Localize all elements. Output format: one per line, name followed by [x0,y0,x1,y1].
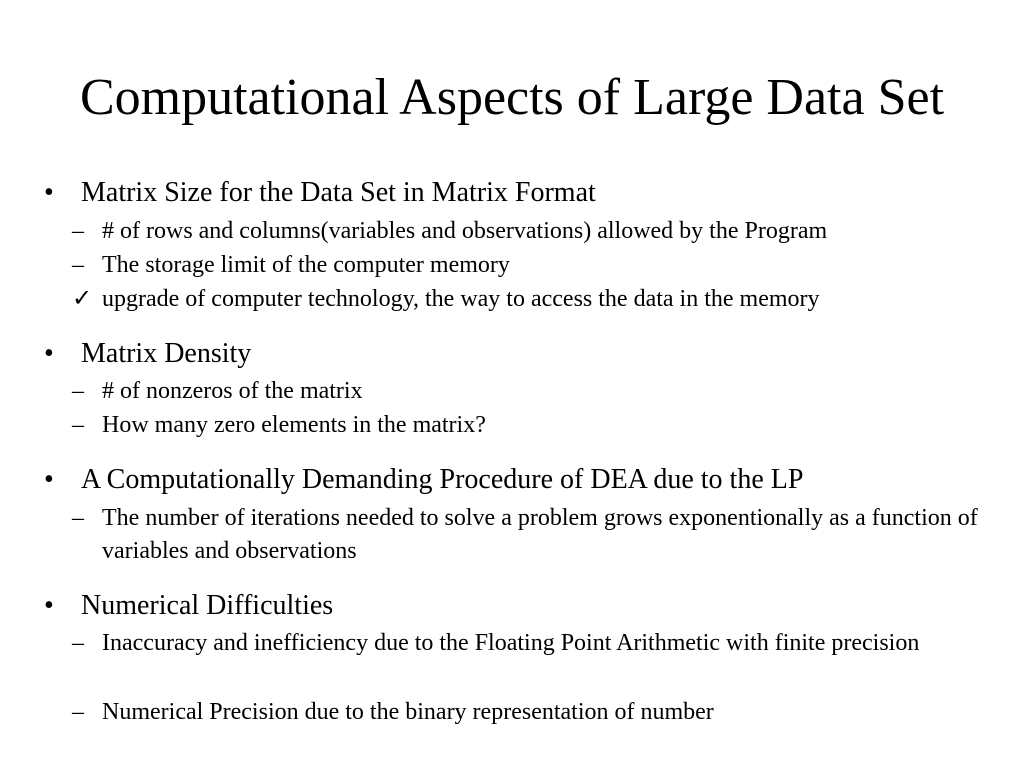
bullet-text: A Computationally Demanding Procedure of DEA due to the LP [81,464,804,495]
sub-bullet-text: upgrade of computer technology, the way to access the data in the memory [102,286,820,312]
sub-bullet-text: # of nonzeros of the matrix [102,378,363,404]
sub-bullet-text: How many zero elements in the matrix? [102,412,486,438]
bullet-icon: • [44,177,54,208]
checkmark-icon: ✓ [72,286,93,312]
bullet-icon: • [44,590,54,621]
bullet-icon: • [44,338,54,369]
dash-icon: – [72,412,84,438]
bullet-icon: • [44,464,54,495]
sub-bullet-text: Numerical Precision due to the binary representation of number [102,699,714,725]
dash-icon: – [72,630,84,656]
dash-icon: – [72,699,84,725]
sub-bullet-text: The storage limit of the computer memory [102,252,510,278]
bullet-text: Numerical Difficulties [81,590,334,621]
dash-icon: – [72,505,84,531]
bullet-text: Matrix Size for the Data Set in Matrix Format [81,177,596,208]
dash-icon: – [72,378,84,404]
sub-bullet-text: The number of iterations needed to solve a problem grows exponentionally as a function of variables and observations [102,505,978,564]
bullet-text: Matrix Density [81,338,252,369]
sub-bullet-text: Inaccuracy and inefficiency due to the Floating Point Arithmetic with finite precision [102,630,920,656]
dash-icon: – [72,218,84,244]
slide-title: Computational Aspects of Large Data Set [79,69,945,126]
dash-icon: – [72,252,84,278]
sub-bullet-text: # of rows and columns(variables and observations) allowed by the Program [102,218,828,244]
